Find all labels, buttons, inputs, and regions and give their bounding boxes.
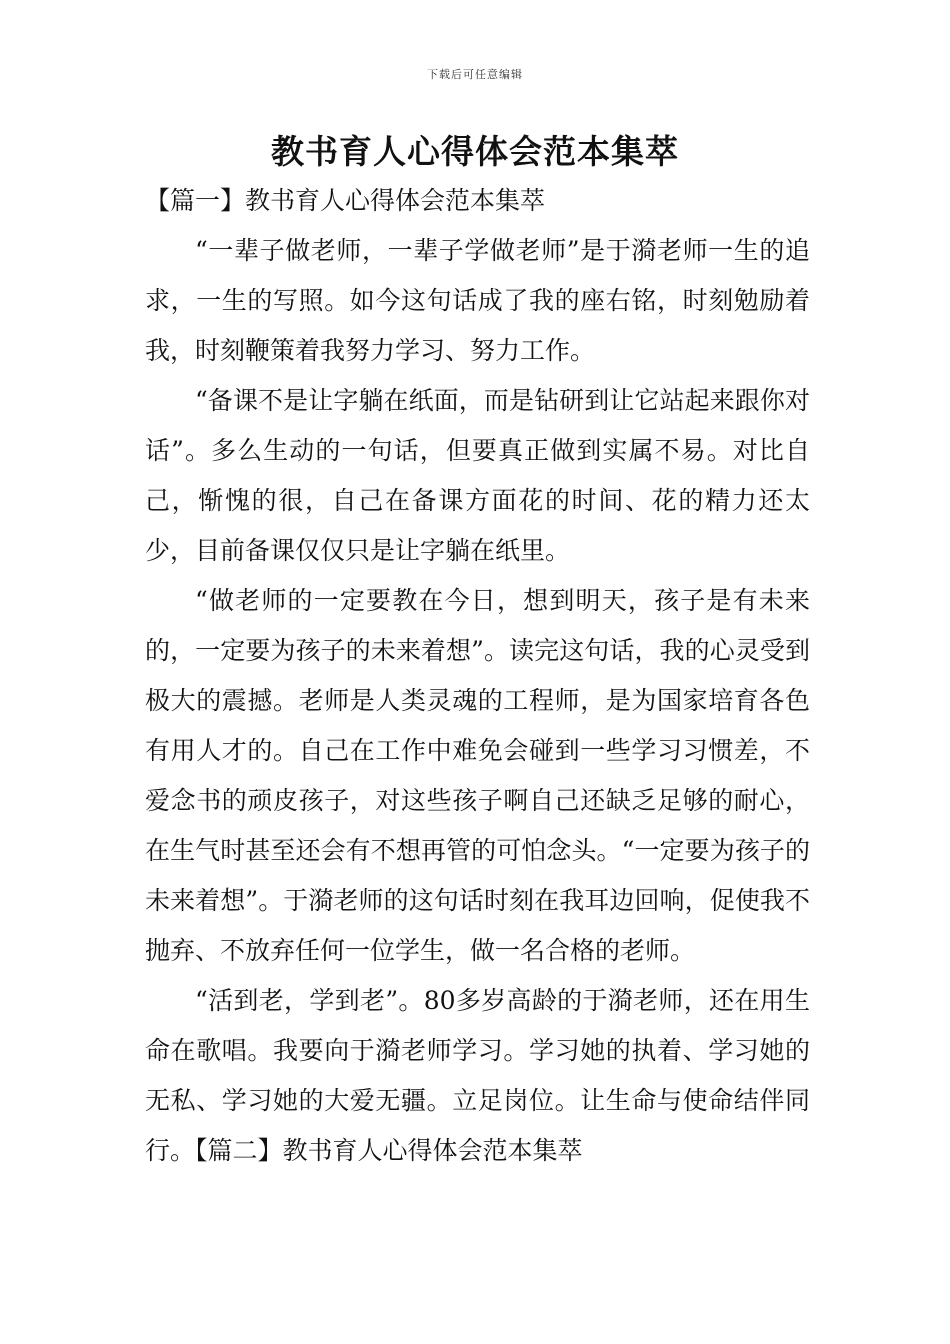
page-header-note: 下载后可任意编辑 <box>427 68 523 81</box>
paragraph-3: “做老师的一定要教在今日，想到明天，孩子是有未来的，一定要为孩子的未来着想”。读完这句话，我的心灵受到极大的震撼。老师是人类灵魂的工程师，是为国家培育各色有用人才的。自己在工作中难免会碰到一些学习习惯差，不爱念书的顽皮孩子，对这些孩子啊自己还缺乏足够的耐心，在生气时甚至还会有不想再管的可怕念头。“一定要为孩子的未来着想”。于漪老师的这句话时刻在我耳边回响，促使我不抛弃、不放弃任何一位学生，做一名合格的老师。 <box>145 586 810 965</box>
section-heading: 【篇一】教书育人心得体会范本集萃 <box>145 186 546 215</box>
paragraph-1: “一辈子做老师，一辈子学做老师”是于漪老师一生的追求，一生的写照。如今这句话成了我的座右铭，时刻勉励着我，时刻鞭策着我努力学习、努力工作。 <box>145 236 810 365</box>
document-title: 教书育人心得体会范本集萃 <box>271 132 679 171</box>
paragraph-4: “活到老，学到老”。80多岁高龄的于漪老师，还在用生命在歌唱。我要向于漪老师学习。学习她的执着、学习她的无私、学习她的大爱无疆。立足岗位。让生命与使命结伴同行。【篇二】教书育人心得体会范本集萃 <box>145 986 810 1165</box>
paragraph-2: “备课不是让字躺在纸面，而是钻研到让它站起来跟你对话”。多么生动的一句话，但要真正做到实属不易。对比自己，惭愧的很，自己在备课方面花的时间、花的精力还太少，目前备课仅仅只是让字躺在纸里。 <box>145 386 810 565</box>
document-body <box>145 176 810 1176</box>
